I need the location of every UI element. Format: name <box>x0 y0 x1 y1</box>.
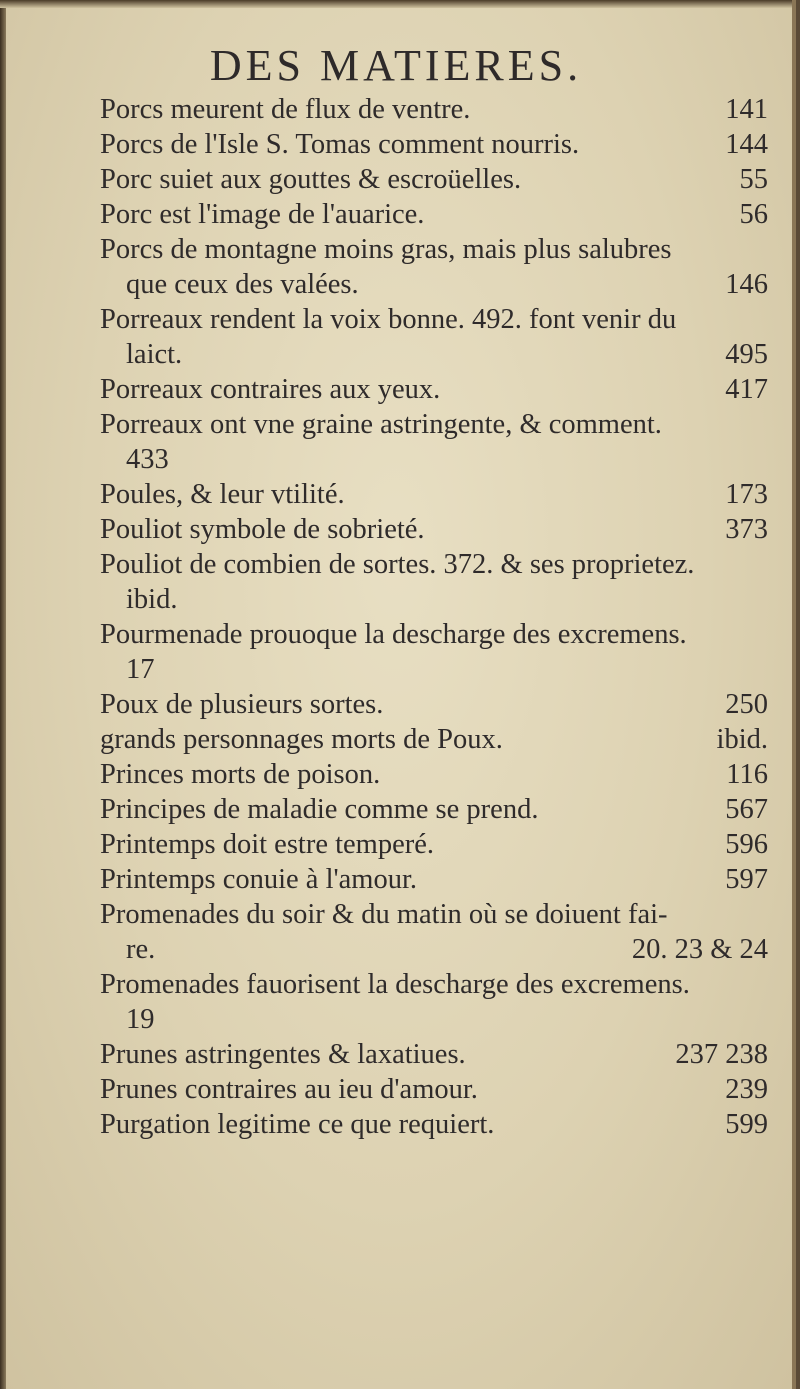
page-reference: 146 <box>725 269 768 300</box>
index-entry <box>100 827 768 862</box>
entry-continuation: 17 <box>126 654 155 685</box>
index-entries <box>100 92 768 1142</box>
page-reference: ibid. <box>716 724 768 755</box>
entry-text: Printemps doit estre temperé. <box>100 829 434 860</box>
page-reference: 495 <box>725 339 768 370</box>
page-reference: 173 <box>725 479 768 510</box>
index-entry <box>100 757 768 792</box>
page-reference: 597 <box>725 864 768 895</box>
page-reference: 599 <box>725 1109 768 1140</box>
index-entry <box>100 792 768 827</box>
index-entry <box>100 967 768 1037</box>
index-entry <box>100 897 768 967</box>
page-reference: 373 <box>725 514 768 545</box>
entry-continuation: 433 <box>126 444 169 475</box>
page-reference: 55 <box>739 164 768 195</box>
entry-continuation: re. <box>126 934 156 965</box>
entry-text: Poux de plusieurs sortes. <box>100 689 384 720</box>
entry-text: Pouliot symbole de sobrieté. <box>100 514 425 545</box>
index-entry <box>100 127 768 162</box>
entry-text: Porreaux contraires aux yeux. <box>100 374 441 405</box>
entry-text: Printemps conuie à l'amour. <box>100 864 417 895</box>
page-reference: 116 <box>726 759 768 790</box>
page-reference: 250 <box>725 689 768 720</box>
entry-text: Principes de maladie comme se prend. <box>100 794 539 825</box>
index-entry <box>100 722 768 757</box>
page-reference: 237 238 <box>675 1039 768 1070</box>
entry-continuation: laict. <box>126 339 183 370</box>
entry-text: Prunes contraires au ieu d'amour. <box>100 1074 478 1105</box>
index-entry <box>100 302 768 372</box>
page-title: DES MATIERES. <box>209 41 583 90</box>
entry-continuation: que ceux des valées. <box>126 269 359 300</box>
page-reference: 417 <box>725 374 768 405</box>
index-entry <box>100 1072 768 1107</box>
entry-text: Porcs de montagne moins gras, mais plus salubres <box>100 234 672 265</box>
index-entry <box>100 617 768 687</box>
index-entry <box>100 512 768 547</box>
page-reference: 567 <box>725 794 768 825</box>
page-reference: 141 <box>725 94 768 125</box>
entry-continuation: ibid. <box>126 584 178 615</box>
index-entry <box>100 407 768 477</box>
index-entry <box>100 1107 768 1142</box>
page-reference: 56 <box>739 199 768 230</box>
index-entry <box>100 477 768 512</box>
page-top-edge <box>0 0 796 8</box>
entry-text: Purgation legitime ce que requiert. <box>100 1109 495 1140</box>
entry-text: Porreaux rendent la voix bonne. 492. font venir du <box>100 304 677 335</box>
entry-text: Promenades fauorisent la descharge des excremens. <box>100 969 690 1000</box>
page-gutter <box>0 0 6 1389</box>
entry-text: Promenades du soir & du matin où se doiuent fai- <box>100 899 668 930</box>
entry-text: Prunes astringentes & laxatiues. <box>100 1039 466 1070</box>
index-entry <box>100 687 768 722</box>
entry-text: Pourmenade prouoque la descharge des excremens. <box>100 619 687 650</box>
entry-text: Pouliot de combien de sortes. 372. & ses proprietez. <box>100 549 695 580</box>
index-entry <box>100 162 768 197</box>
page-reference: 239 <box>725 1074 768 1105</box>
entry-text: Poules, & leur vtilité. <box>100 479 345 510</box>
entry-text: Porreaux ont vne graine astringente, & comment. <box>100 409 662 440</box>
page-reference: 596 <box>725 829 768 860</box>
index-entry <box>100 547 768 617</box>
index-entry <box>100 232 768 302</box>
page-reference: 144 <box>725 129 768 160</box>
index-entry <box>100 197 768 232</box>
index-entry <box>100 862 768 897</box>
entry-continuation: 19 <box>126 1004 155 1035</box>
entry-text: Porcs de l'Isle S. Tomas comment nourris. <box>100 129 580 160</box>
page-reference: 20. 23 & 24 <box>631 934 768 965</box>
entry-text: Princes morts de poison. <box>100 759 381 790</box>
entry-text: Porc est l'image de l'auarice. <box>100 199 425 230</box>
index-entry <box>100 372 768 407</box>
entry-text: Porc suiet aux gouttes & escroüelles. <box>100 164 522 195</box>
entry-text: Porcs meurent de flux de ventre. <box>100 94 471 125</box>
entry-text: grands personnages morts de Poux. <box>100 724 503 755</box>
index-entry <box>100 1037 768 1072</box>
index-entry <box>100 92 768 127</box>
